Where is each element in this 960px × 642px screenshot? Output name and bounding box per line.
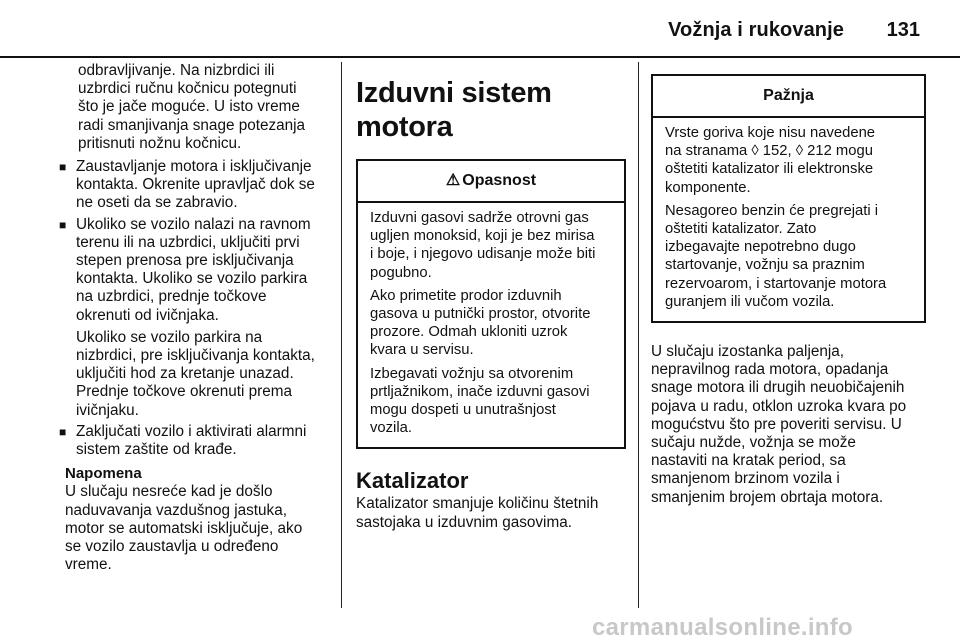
- caution-paragraph: [665, 124, 914, 197]
- subsection-heading: Katalizator: [356, 468, 469, 494]
- text-line: stepen prenosa pre isključivanja: [76, 252, 294, 270]
- text-line: vozila.: [370, 420, 412, 437]
- text-line: kvara u servisu.: [370, 342, 474, 359]
- text-line: prozore. Odmah ukloniti uzrok: [370, 324, 568, 341]
- watermark: carmanualsonline.info: [592, 614, 854, 641]
- column-1: [59, 62, 329, 574]
- text-line: mogu dospeti u unutrašnjost: [370, 402, 556, 419]
- intro-paragraph: [59, 62, 329, 153]
- text-line: smanjenom brzinom vozila i: [651, 470, 840, 488]
- text-line: oštetiti katalizator ili elektronske: [665, 161, 874, 178]
- column-divider-1: [341, 62, 342, 608]
- text-line: nizbrdici, pre isključivanja kontakta,: [76, 347, 315, 365]
- text-line: sučaju nužde, vožnja se može: [651, 434, 856, 452]
- bullet-symbol: ■: [59, 160, 67, 175]
- danger-paragraph: [370, 365, 614, 438]
- page-number: 131: [886, 19, 920, 41]
- caution-box-header: Pažnja: [653, 76, 924, 118]
- text-line: Prednje točkove okrenuti prema: [76, 383, 292, 401]
- bullet-symbol: ■: [59, 217, 67, 232]
- catalyst-paragraph: [356, 495, 626, 531]
- text-line: uključiti hod za kretanje unazad.: [76, 365, 294, 383]
- text-line: Zaustavljanje motora i isključivanje: [76, 158, 312, 176]
- text-line: izbegavajte nepotrebno dugo: [665, 239, 856, 256]
- text-line: nastaviti na kratak period, sa: [651, 452, 846, 470]
- column-divider-2: [638, 62, 639, 608]
- bullet-item: [59, 158, 329, 213]
- text-line: vreme.: [65, 556, 112, 574]
- text-line: ne oseti da se zabravio.: [76, 194, 238, 212]
- text-line: Ukoliko se vozilo parkira na: [76, 328, 263, 346]
- text-line: kontakta. Ukoliko se vozilo parkira: [76, 270, 308, 288]
- text-line: U slučaju nesreće kad je došlo: [65, 483, 273, 501]
- caution-box: [651, 74, 926, 323]
- text-line: pojava u radu, otklon uzroka kvara po: [651, 397, 907, 415]
- text-line: mogućstvu što pre poveriti servisu. U: [651, 415, 902, 433]
- text-line: i boje, i njegovo udisanje može biti: [370, 246, 596, 263]
- bullet-continuation: [76, 329, 329, 420]
- page-reference-line: na stranama ◊ 152, ◊ 212 mogu: [665, 143, 873, 160]
- text-line: Ukoliko se vozilo nalazi na ravnom: [76, 215, 311, 233]
- text-line: startovanje, vožnju sa praznim: [665, 257, 865, 274]
- text-line: Izbegavati vožnju sa otvorenim: [370, 365, 574, 382]
- text-line: Vrste goriva koje nisu navedene: [665, 125, 876, 141]
- text-line: terenu ili na uzbrdici, uključiti prvi: [76, 233, 300, 251]
- text-line: smanjenim brojem obrtaja motora.: [651, 488, 884, 506]
- text-line: komponente.: [665, 179, 751, 196]
- danger-paragraph: [370, 209, 614, 282]
- danger-box: [356, 159, 626, 449]
- text-line: nepravilnog rada motora, opadanja: [651, 361, 889, 379]
- danger-box-body: [358, 203, 624, 447]
- text-line: pritisnuti nožnu kočnicu.: [78, 134, 242, 152]
- column-3: [651, 62, 926, 507]
- bullet-symbol: ■: [59, 424, 67, 439]
- section-title: Vožnja i rukovanje: [668, 19, 844, 41]
- page-header: [0, 0, 960, 56]
- text-line: na uzbrdici, prednje točkove: [76, 288, 267, 306]
- misfire-paragraph: [651, 343, 926, 507]
- danger-paragraph: [370, 287, 614, 360]
- text-line: Zaključati vozilo i aktivirati alarmni: [76, 422, 307, 440]
- bullet-item: [59, 423, 329, 459]
- text-line: odbravljivanje. Na nizbrdici ili: [78, 62, 275, 79]
- text-line: sistem zaštite od krađe.: [76, 441, 237, 459]
- text-line: guranjem ili vučom vozila.: [665, 293, 835, 310]
- text-line: pogubno.: [370, 264, 432, 281]
- text-line: uzbrdici ručnu kočnicu potegnuti: [78, 80, 297, 98]
- danger-box-header: [358, 161, 624, 203]
- text-line: prtljažnikom, inače izduvni gasovi: [370, 383, 590, 400]
- danger-title: Opasnost: [462, 172, 537, 189]
- text-line: se vozilo zaustavlja u određeno: [65, 538, 279, 556]
- text-line: Nesagoreo benzin će pregrejati i: [665, 202, 879, 219]
- caution-paragraph: [665, 202, 914, 311]
- text-line: Ako primetite prodor izduvnih: [370, 287, 562, 304]
- text-line: gasova u putnički prostor, otvorite: [370, 306, 591, 323]
- text-line: Katalizator smanjuje količinu štetnih: [356, 495, 599, 513]
- bullet-item: [59, 216, 329, 420]
- text-line: ivičnjaku.: [76, 401, 139, 419]
- text-line: što je jače moguće. U isto vreme: [78, 98, 300, 116]
- warning-triangle-icon: ⚠: [445, 172, 461, 189]
- text-line: okrenuti od ivičnjaka.: [76, 306, 219, 324]
- note-body: [59, 483, 329, 574]
- text-line: naduvavanja vazdušnog jastuka,: [65, 501, 287, 519]
- text-line: motor se automatski isključuje, ako: [65, 519, 303, 537]
- text-line: ugljen monoksid, koji je bez mirisa: [370, 228, 595, 245]
- text-line: snage motora ili drugih neuobičajenih: [651, 379, 905, 397]
- text-line: Izduvni gasovi sadrže otrovni gas: [370, 210, 589, 226]
- header-rule: [0, 56, 960, 58]
- text-line: oštetiti katalizator. Zato: [665, 221, 817, 238]
- caution-box-body: [653, 118, 924, 321]
- text-line: U slučaju izostanka paljenja,: [651, 343, 845, 361]
- text-line: sastojaka u izduvnim gasovima.: [356, 513, 572, 531]
- column-2: [356, 62, 626, 532]
- text-line: kontakta. Okrenite upravljač dok se: [76, 176, 315, 194]
- text-line: radi smanjivanja snage potezanja: [78, 116, 306, 134]
- text-line: rezervoarom, i startovanje motora: [665, 275, 887, 292]
- note-title: Napomena: [65, 465, 142, 483]
- section-heading: Izduvni sistem motora: [356, 77, 552, 143]
